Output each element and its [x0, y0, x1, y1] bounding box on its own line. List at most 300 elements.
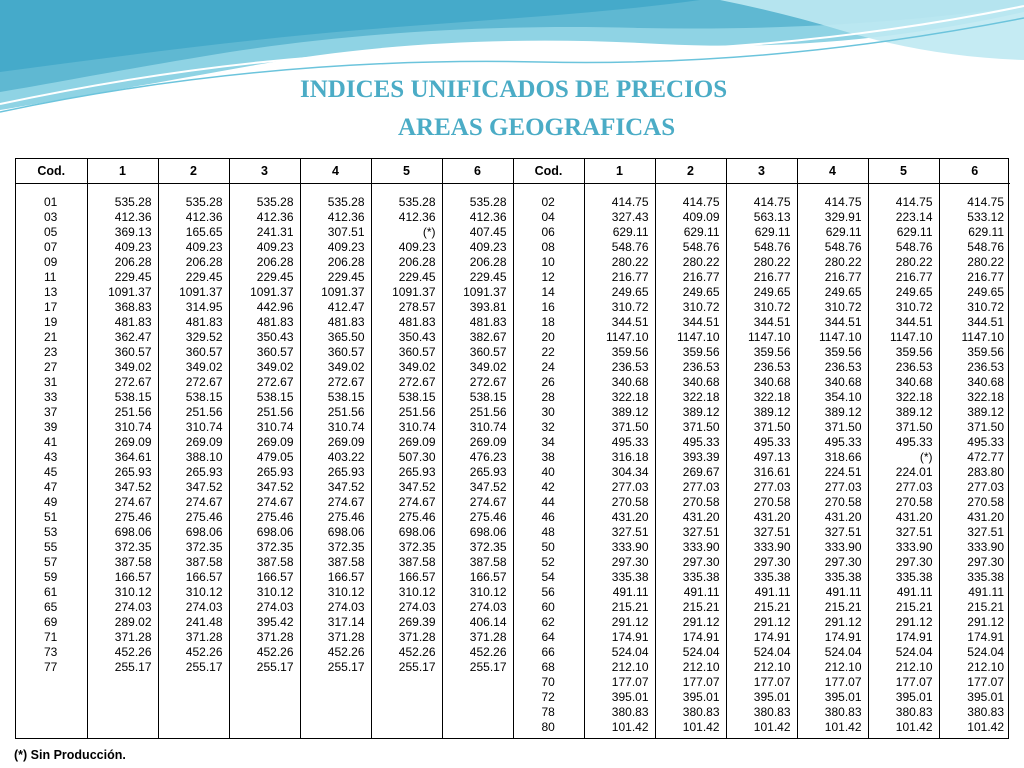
table-cell: 206.28 [114, 255, 152, 269]
table-cell: 310.74 [256, 420, 294, 434]
table-cell: 251.56 [185, 405, 223, 419]
column-header-area-5: 5 [868, 159, 939, 184]
table-cell: 215.21 [753, 600, 791, 614]
table-cell: 371.28 [114, 630, 152, 644]
table-cell: 216.77 [682, 270, 720, 284]
table-cell: 310.74 [398, 420, 436, 434]
table-cell: 216.77 [753, 270, 791, 284]
table-cell: 277.03 [895, 480, 933, 494]
table-cell: 1147.10 [890, 330, 933, 344]
table-cell: 275.46 [114, 510, 152, 524]
table-cell: 412.36 [256, 210, 294, 224]
table-cell: 32 [541, 420, 555, 434]
table-cell: 364.61 [114, 450, 152, 464]
table-cell: 21 [44, 330, 58, 344]
column-header-area-3: 3 [229, 159, 300, 184]
table-cell: 310.72 [611, 300, 649, 314]
table-cell: 52 [541, 555, 555, 569]
table-cell: 698.06 [398, 525, 436, 539]
table-cell: 360.57 [114, 345, 152, 359]
table-cell: 310.74 [469, 420, 507, 434]
table-cell: 46 [541, 510, 555, 524]
table-cell: 371.28 [398, 630, 436, 644]
table-cell: 1147.10 [819, 330, 862, 344]
table-cell: 414.75 [824, 195, 862, 209]
table-cell: 09 [44, 255, 58, 269]
table-cell: 335.38 [895, 570, 933, 584]
table-cell: 310.72 [895, 300, 933, 314]
page-subtitle: AREAS GEOGRAFICAS [398, 114, 676, 141]
table-cell: 524.04 [824, 645, 862, 659]
table-cell: 277.03 [753, 480, 791, 494]
table-cell: 347.52 [185, 480, 223, 494]
table-cell: 380.83 [895, 705, 933, 719]
table-cell: 495.33 [611, 435, 649, 449]
table-cell: 229.45 [327, 270, 365, 284]
table-cell: 533.12 [967, 210, 1004, 224]
column-header-area-4: 4 [300, 159, 371, 184]
table-cell: 335.38 [611, 570, 649, 584]
right-area-6-column [939, 184, 1010, 739]
table-cell: 548.76 [967, 240, 1004, 254]
table-cell: 269.09 [256, 435, 294, 449]
left-code-column [16, 184, 87, 739]
table-cell: 291.12 [682, 615, 720, 629]
table-cell: 223.14 [895, 210, 933, 224]
table-cell: 07 [44, 240, 58, 254]
table-cell: 174.91 [682, 630, 720, 644]
table-cell: 14 [541, 285, 555, 299]
table-cell: 70 [541, 675, 555, 689]
left-area-2-column [158, 184, 229, 739]
table-cell: 236.53 [967, 360, 1004, 374]
table-cell: 212.10 [824, 660, 862, 674]
table-cell: 275.46 [327, 510, 365, 524]
table-cell: 698.06 [114, 525, 152, 539]
table-cell: 41 [44, 435, 58, 449]
table-cell: 524.04 [967, 645, 1004, 659]
table-cell: 174.91 [895, 630, 933, 644]
table-cell: 241.31 [256, 225, 294, 239]
table-cell: 57 [44, 555, 58, 569]
table-cell: 322.18 [967, 390, 1004, 404]
table-cell: 389.12 [753, 405, 791, 419]
table-cell: 380.83 [753, 705, 791, 719]
table-cell: 1091.37 [392, 285, 436, 299]
table-cell: 388.10 [185, 450, 223, 464]
table-cell: 380.83 [682, 705, 720, 719]
table-cell: 270.58 [753, 495, 791, 509]
table-cell: 340.68 [895, 375, 933, 389]
table-cell: 335.38 [753, 570, 791, 584]
table-cell: 387.58 [114, 555, 152, 569]
table-cell: 274.67 [185, 495, 223, 509]
table-cell: 452.26 [114, 645, 152, 659]
table-cell: 389.12 [895, 405, 933, 419]
table-cell: 629.11 [754, 225, 791, 239]
table-cell: 535.28 [185, 195, 223, 209]
table-cell: 310.74 [185, 420, 223, 434]
table-cell: 380.83 [611, 705, 649, 719]
table-cell: 318.66 [824, 450, 862, 464]
table-cell: 409.23 [327, 240, 365, 254]
table-cell: 481.83 [327, 315, 365, 329]
column-header-area-1: 1 [87, 159, 158, 184]
table-cell: 229.45 [469, 270, 507, 284]
table-cell: 166.57 [469, 570, 507, 584]
table-cell: 698.06 [185, 525, 223, 539]
table-cell: 236.53 [753, 360, 791, 374]
table-cell: 249.65 [967, 285, 1004, 299]
table-cell: 255.17 [398, 660, 436, 674]
table-cell: 206.28 [327, 255, 365, 269]
table-cell: 274.03 [327, 600, 365, 614]
table-cell: 64 [541, 630, 555, 644]
table-cell: 274.67 [114, 495, 152, 509]
table-cell: 387.58 [185, 555, 223, 569]
table-cell: 02 [541, 195, 555, 209]
column-header-area-3: 3 [726, 159, 797, 184]
table-cell: 310.12 [185, 585, 223, 599]
table-cell: 1091.37 [321, 285, 365, 299]
table-cell: 1147.10 [677, 330, 720, 344]
table-cell: 452.26 [327, 645, 365, 659]
table-cell: 275.46 [469, 510, 507, 524]
table-cell: 344.51 [824, 315, 862, 329]
table-cell: 174.91 [753, 630, 791, 644]
table-cell: 212.10 [753, 660, 791, 674]
table-cell: 389.12 [611, 405, 649, 419]
table-cell: 249.65 [682, 285, 720, 299]
table-cell: 177.07 [895, 675, 933, 689]
table-cell: 272.67 [256, 375, 294, 389]
table-cell: 277.03 [967, 480, 1004, 494]
table-cell: 524.04 [895, 645, 933, 659]
table-cell: 310.72 [682, 300, 720, 314]
table-cell: 380.83 [824, 705, 862, 719]
table-cell: 174.91 [824, 630, 862, 644]
table-cell: 53 [44, 525, 58, 539]
table-cell: 277.03 [682, 480, 720, 494]
table-cell: 80 [541, 720, 555, 734]
table-cell: 241.48 [185, 615, 223, 629]
table-cell: 297.30 [967, 555, 1004, 569]
table-cell: 34 [541, 435, 555, 449]
table-cell: 50 [541, 540, 555, 554]
table-cell: 101.42 [967, 720, 1004, 734]
table-cell: 274.03 [469, 600, 507, 614]
table-cell: 327.51 [753, 525, 791, 539]
table-cell: 395.01 [895, 690, 933, 704]
table-cell: 270.58 [967, 495, 1004, 509]
table-cell: 269.09 [327, 435, 365, 449]
table-cell: 409.23 [469, 240, 507, 254]
table-cell: 291.12 [895, 615, 933, 629]
table-cell: 535.28 [114, 195, 152, 209]
table-cell: 340.68 [753, 375, 791, 389]
table-cell: 327.43 [611, 210, 649, 224]
table-cell: 481.83 [114, 315, 152, 329]
table-cell: 274.67 [256, 495, 294, 509]
table-cell: 272.67 [114, 375, 152, 389]
column-header-area-2: 2 [158, 159, 229, 184]
table-cell: 365.50 [327, 330, 365, 344]
column-header-area-2: 2 [655, 159, 726, 184]
table-cell: 497.13 [753, 450, 791, 464]
table-cell: 349.02 [469, 360, 507, 374]
table-cell: 44 [541, 495, 555, 509]
table-cell: 177.07 [753, 675, 791, 689]
table-cell: 409.23 [398, 240, 436, 254]
table-cell: 42 [541, 480, 555, 494]
table-cell: 472.77 [967, 450, 1004, 464]
table-cell: 335.38 [824, 570, 862, 584]
table-cell: 414.75 [753, 195, 791, 209]
left-area-5-column [371, 184, 442, 739]
table-cell: 249.65 [611, 285, 649, 299]
table-cell: 297.30 [753, 555, 791, 569]
table-cell: 304.34 [611, 465, 649, 479]
table-cell: 368.83 [114, 300, 152, 314]
table-cell: 538.15 [327, 390, 365, 404]
table-cell: 229.45 [398, 270, 436, 284]
table-cell: 333.90 [682, 540, 720, 554]
table-cell: 481.83 [469, 315, 507, 329]
table-cell: 265.93 [185, 465, 223, 479]
table-cell: 335.38 [967, 570, 1004, 584]
table-cell: 1091.37 [250, 285, 294, 299]
table-cell: 431.20 [611, 510, 649, 524]
table-cell: 06 [541, 225, 555, 239]
table-cell: 327.51 [895, 525, 933, 539]
table-cell: 409.23 [256, 240, 294, 254]
table-cell: 481.83 [185, 315, 223, 329]
table-cell: 71 [44, 630, 58, 644]
table-cell: 65 [44, 600, 58, 614]
table-cell: 48 [541, 525, 555, 539]
left-area-4-column [300, 184, 371, 739]
table-cell: 360.57 [327, 345, 365, 359]
table-cell: 51 [44, 510, 58, 524]
table-cell: 77 [44, 660, 58, 674]
table-cell: 629.11 [683, 225, 720, 239]
table-cell: 359.56 [967, 345, 1004, 359]
table-cell: 629.11 [968, 225, 1004, 239]
table-cell: 255.17 [185, 660, 223, 674]
table-cell: 280.22 [682, 255, 720, 269]
table-cell: 349.02 [398, 360, 436, 374]
table-cell: 491.11 [825, 585, 862, 599]
table-cell: 291.12 [611, 615, 649, 629]
table-cell: 372.35 [185, 540, 223, 554]
left-area-1-column [87, 184, 158, 739]
table-cell: 538.15 [114, 390, 152, 404]
table-cell: 507.30 [398, 450, 436, 464]
table-cell: 389.12 [682, 405, 720, 419]
table-cell: 414.75 [611, 195, 649, 209]
table-cell: 11 [44, 270, 57, 284]
table-cell: 56 [541, 585, 555, 599]
table-cell: 206.28 [256, 255, 294, 269]
footnote: (*) Sin Producción. [14, 748, 126, 762]
table-cell: 73 [44, 645, 58, 659]
table-cell: 249.65 [753, 285, 791, 299]
table-cell: 538.15 [185, 390, 223, 404]
table-cell: 387.58 [469, 555, 507, 569]
table-cell: 538.15 [398, 390, 436, 404]
table-cell: 1091.37 [108, 285, 152, 299]
table-cell: 307.51 [327, 225, 365, 239]
table-cell: 270.58 [611, 495, 649, 509]
table-cell: 212.10 [895, 660, 933, 674]
table-cell: 349.02 [327, 360, 365, 374]
table-cell: 26 [541, 375, 555, 389]
table-cell: 280.22 [824, 255, 862, 269]
table-cell: 215.21 [967, 600, 1004, 614]
table-cell: 371.50 [824, 420, 862, 434]
table-cell: 412.36 [469, 210, 507, 224]
table-cell: 177.07 [824, 675, 862, 689]
table-cell: 05 [44, 225, 58, 239]
table-cell: 68 [541, 660, 555, 674]
table-cell: 08 [541, 240, 555, 254]
column-header-code: Cod. [16, 159, 87, 184]
table-cell: 316.18 [611, 450, 649, 464]
table-cell: 291.12 [753, 615, 791, 629]
table-cell: 372.35 [114, 540, 152, 554]
table-cell: 387.58 [327, 555, 365, 569]
table-cell: 216.77 [895, 270, 933, 284]
table-cell: 354.10 [824, 390, 862, 404]
table-cell: 165.65 [185, 225, 223, 239]
table-cell: 407.45 [469, 225, 507, 239]
table-cell: 548.76 [824, 240, 862, 254]
table-cell: 22 [541, 345, 555, 359]
table-cell: 629.11 [612, 225, 649, 239]
table-cell: 322.18 [753, 390, 791, 404]
table-cell: 278.57 [398, 300, 436, 314]
table-cell: 206.28 [398, 255, 436, 269]
table-cell: 481.83 [256, 315, 294, 329]
table-cell: 47 [44, 480, 58, 494]
table-cell: 535.28 [327, 195, 365, 209]
table-cell: 495.33 [967, 435, 1004, 449]
table-cell: 409.23 [114, 240, 152, 254]
table-cell: 347.52 [398, 480, 436, 494]
table-cell: 297.30 [682, 555, 720, 569]
price-index-table [15, 158, 1009, 739]
table-cell: 333.90 [895, 540, 933, 554]
table-cell: 249.65 [895, 285, 933, 299]
table-cell: 265.93 [114, 465, 152, 479]
table-cell: 291.12 [967, 615, 1004, 629]
table-cell: 269.09 [398, 435, 436, 449]
table-cell: 283.80 [967, 465, 1004, 479]
table-cell: 59 [44, 570, 58, 584]
table-cell: 255.17 [114, 660, 152, 674]
table-cell: 548.76 [753, 240, 791, 254]
table-cell: 387.58 [256, 555, 294, 569]
table-cell: 431.20 [967, 510, 1004, 524]
table-cell: 452.26 [256, 645, 294, 659]
column-header-area-6: 6 [442, 159, 513, 184]
column-header-area-4: 4 [797, 159, 868, 184]
table-cell: 333.90 [753, 540, 791, 554]
table-cell: 174.91 [611, 630, 649, 644]
table-cell: 272.67 [185, 375, 223, 389]
table-cell: 359.56 [895, 345, 933, 359]
table-cell: 310.12 [256, 585, 294, 599]
table-cell: 66 [541, 645, 555, 659]
table-cell: 20 [541, 330, 555, 344]
table-cell: 289.02 [114, 615, 152, 629]
table-cell: 406.14 [469, 615, 507, 629]
table-cell: 344.51 [967, 315, 1004, 329]
table-cell: 452.26 [185, 645, 223, 659]
table-cell: 229.45 [256, 270, 294, 284]
table-cell: 327.51 [611, 525, 649, 539]
table-cell: 166.57 [398, 570, 436, 584]
table-cell: 412.36 [114, 210, 152, 224]
table-cell: 698.06 [469, 525, 507, 539]
table-cell: 395.42 [256, 615, 294, 629]
table-cell: 327.51 [682, 525, 720, 539]
table-cell: 442.96 [256, 300, 294, 314]
table-cell: 491.11 [683, 585, 720, 599]
table-cell: 280.22 [753, 255, 791, 269]
table-cell: 166.57 [114, 570, 152, 584]
table-cell: 395.01 [682, 690, 720, 704]
table-cell: 255.17 [327, 660, 365, 674]
table-cell: 414.75 [682, 195, 720, 209]
table-cell: 280.22 [611, 255, 649, 269]
table-cell: 369.13 [114, 225, 152, 239]
table-cell: 535.28 [469, 195, 507, 209]
table-cell: 359.56 [611, 345, 649, 359]
table-cell: 495.33 [682, 435, 720, 449]
table-cell: 212.10 [967, 660, 1004, 674]
table-cell: 174.91 [967, 630, 1004, 644]
column-header-code: Cod. [513, 159, 584, 184]
table-cell: 291.12 [824, 615, 862, 629]
table-cell: 1147.10 [606, 330, 649, 344]
table-cell: 269.09 [114, 435, 152, 449]
page-title: INDICES UNIFICADOS DE PRECIOS [300, 76, 728, 103]
table-cell: 274.67 [327, 495, 365, 509]
table-cell: 403.22 [327, 450, 365, 464]
table-cell: 30 [541, 405, 555, 419]
table-cell: 274.03 [256, 600, 294, 614]
table-cell: 371.50 [753, 420, 791, 434]
table-cell: 206.28 [469, 255, 507, 269]
table-cell: 431.20 [753, 510, 791, 524]
table-cell: 371.50 [611, 420, 649, 434]
left-area-6-column [442, 184, 513, 739]
table-cell: 274.03 [114, 600, 152, 614]
table-cell: 414.75 [967, 195, 1004, 209]
table-cell: 272.67 [327, 375, 365, 389]
table-cell: 216.77 [967, 270, 1004, 284]
table-cell: 481.83 [398, 315, 436, 329]
table-cell: 322.18 [682, 390, 720, 404]
table-cell: 280.22 [967, 255, 1004, 269]
table-cell: 479.05 [256, 450, 294, 464]
table-cell: 37 [44, 405, 58, 419]
table-cell: 297.30 [611, 555, 649, 569]
table-cell: 215.21 [824, 600, 862, 614]
table-cell: 359.56 [753, 345, 791, 359]
table-cell: 177.07 [611, 675, 649, 689]
